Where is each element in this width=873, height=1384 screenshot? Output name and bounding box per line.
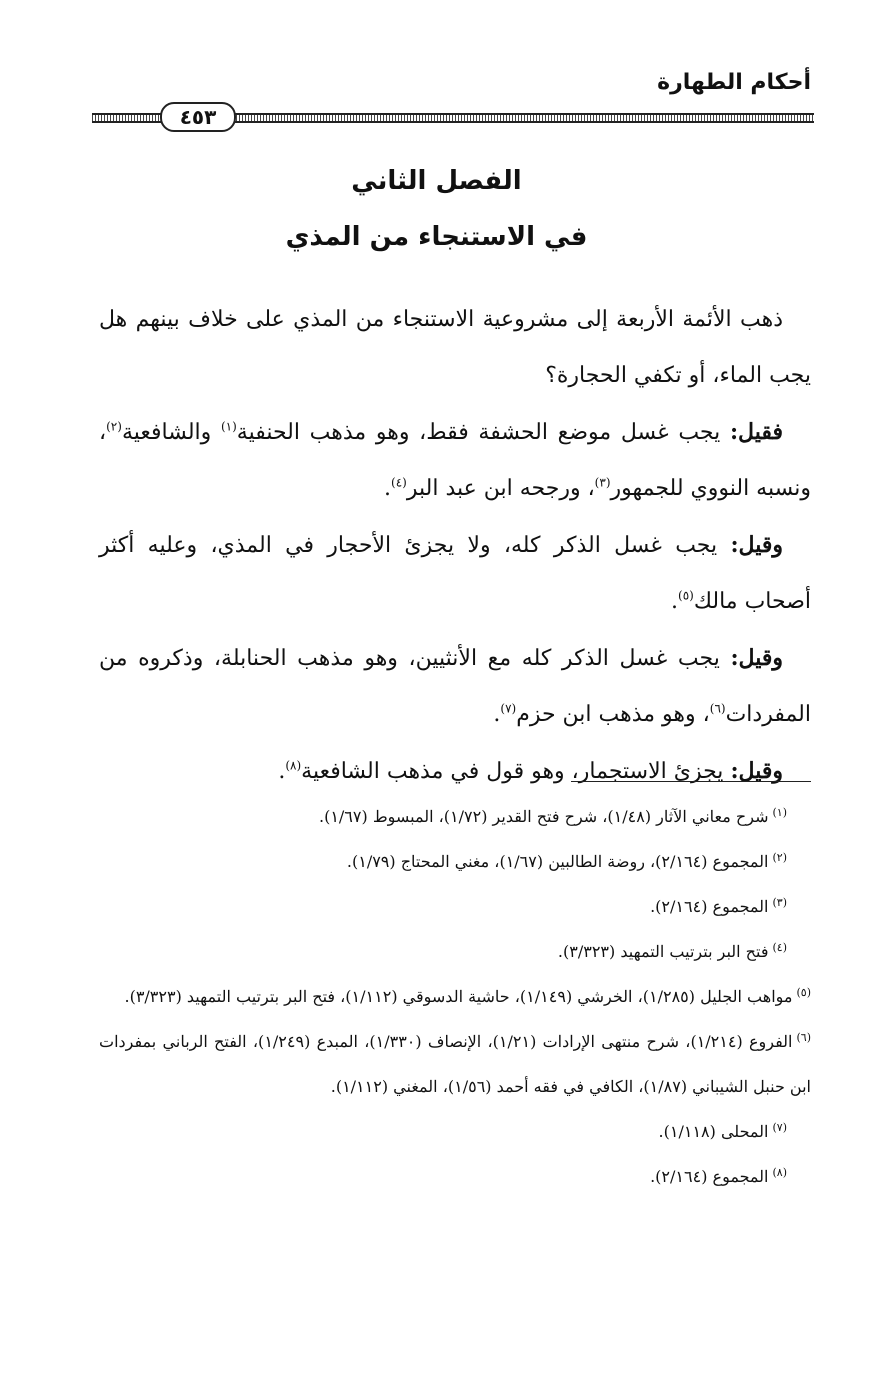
footnote-ref: (٥) [678,588,694,603]
opinion-lead: وقيل: [730,532,783,558]
footnote-text: الفروع (١/٢١٤)، شرح منتهى الإرادات (١/٢١)، الإنصاف (١/٣٣٠)، المبدع (١/٢٤٩)، الفتح الرباني بمفردات ابن حنبل الشيباني (١/٨٧)، الكافي في فقه أحمد (١/٥٦)، المغني (١/١١٢). [99,1032,811,1096]
footnote-text: المجموع (٢/١٦٤)، روضة الطالبين (١/٦٧)، مغني المحتاج (١/٧٩). [346,852,769,871]
footnote-ref: (١) [220,419,237,434]
opinion-paragraph [99,630,811,743]
footnote-ref: (٤) [391,475,407,490]
opinion-lead: وقيل: [730,645,783,671]
footnote-number: (٢) [772,850,787,864]
opinion-paragraph [99,743,811,800]
opinion-text: ، ونسبه النووي للجمهور [99,420,811,501]
opinion-lead: فقيل: [729,419,784,445]
opinion-text: ، وهو مذهب ابن حزم [516,702,710,727]
footnote-text: المجموع (٢/١٦٤). [650,1167,769,1186]
footnote-ref: (٧) [500,701,517,716]
footnote-number: (٥) [796,985,811,999]
intro-paragraph: ذهب الأئمة الأربعة إلى مشروعية الاستنجاء من المذي على خلاف بينهم هل يجب الماء، أو تكفي الحجارة؟ [99,307,811,388]
footnote-text: شرح معاني الآثار (١/٤٨)، شرح فتح القدير (١/٧٢)، المبسوط (١/٦٧). [318,807,769,826]
opinion-text: . [671,589,679,614]
page-number: ٤٥٣ [160,102,236,132]
footnote-number: (٤) [772,940,787,954]
footnote-text: المحلى (١/١١٨). [658,1122,769,1141]
chapter-subtitle: في الاستنجاء من المذي [285,222,588,252]
opinion-lead: وقيل: [730,758,783,784]
opinion-text: يجب غسل الذكر كله، ولا يجزئ الأحجار في المذي، وعليه أكثر أصحاب مالك [99,533,811,614]
footnote-ref: (٣) [594,475,611,490]
footnotes-section [99,794,811,1199]
footnote-item [99,839,811,884]
footnote-item [99,884,811,929]
opinion-paragraph [99,517,811,630]
footnote-item [99,929,811,974]
main-text [99,292,811,800]
footnote-text: المجموع (٢/١٦٤). [650,897,769,916]
footnote-item [99,1019,811,1109]
opinion-text: . [493,702,501,727]
footnote-number: (٧) [772,1120,787,1134]
footnote-ref: (٨) [285,758,302,773]
footnote-number: (٨) [772,1165,787,1179]
opinion-paragraph [99,404,811,517]
footnote-item [99,1154,811,1199]
footnote-ref: (٢) [106,419,122,434]
footnote-ref: (٦) [709,701,726,716]
footnote-text: فتح البر بترتيب التمهيد (٣/٣٢٣). [557,942,769,961]
footnote-text: مواهب الجليل (١/٢٨٥)، الخرشي (١/١٤٩)، حاشية الدسوقي (١/١١٢)، فتح البر بترتيب التمهيد (٣/٣٢٣). [124,987,793,1006]
opinion-text: . [278,759,286,784]
opinion-text: يجب غسل الذكر كله مع الأنثيين، وهو مذهب الحنابلة، وذكروه من المفردات [99,646,811,727]
opinion-text: . [384,476,392,501]
footnote-number: (٦) [796,1030,811,1044]
chapter-title: الفصل الثاني [351,166,522,196]
opinion-text: ، ورجحه ابن عبد البر [406,476,595,501]
footnote-item [99,1109,811,1154]
opinion-text: والشافعية [121,420,221,445]
running-header-title: أحكام الطهارة [657,70,811,95]
footnote-separator [571,781,811,782]
footnote-item [99,794,811,839]
footnote-item [99,974,811,1019]
opinion-text: يجب غسل موضع الحشفة فقط، وهو مذهب الحنفية [236,420,730,445]
footnote-number: (١) [772,805,787,819]
opinion-text: يجزئ الاستجمار، وهو قول في مذهب الشافعية [301,759,731,784]
footnote-number: (٣) [772,895,787,909]
